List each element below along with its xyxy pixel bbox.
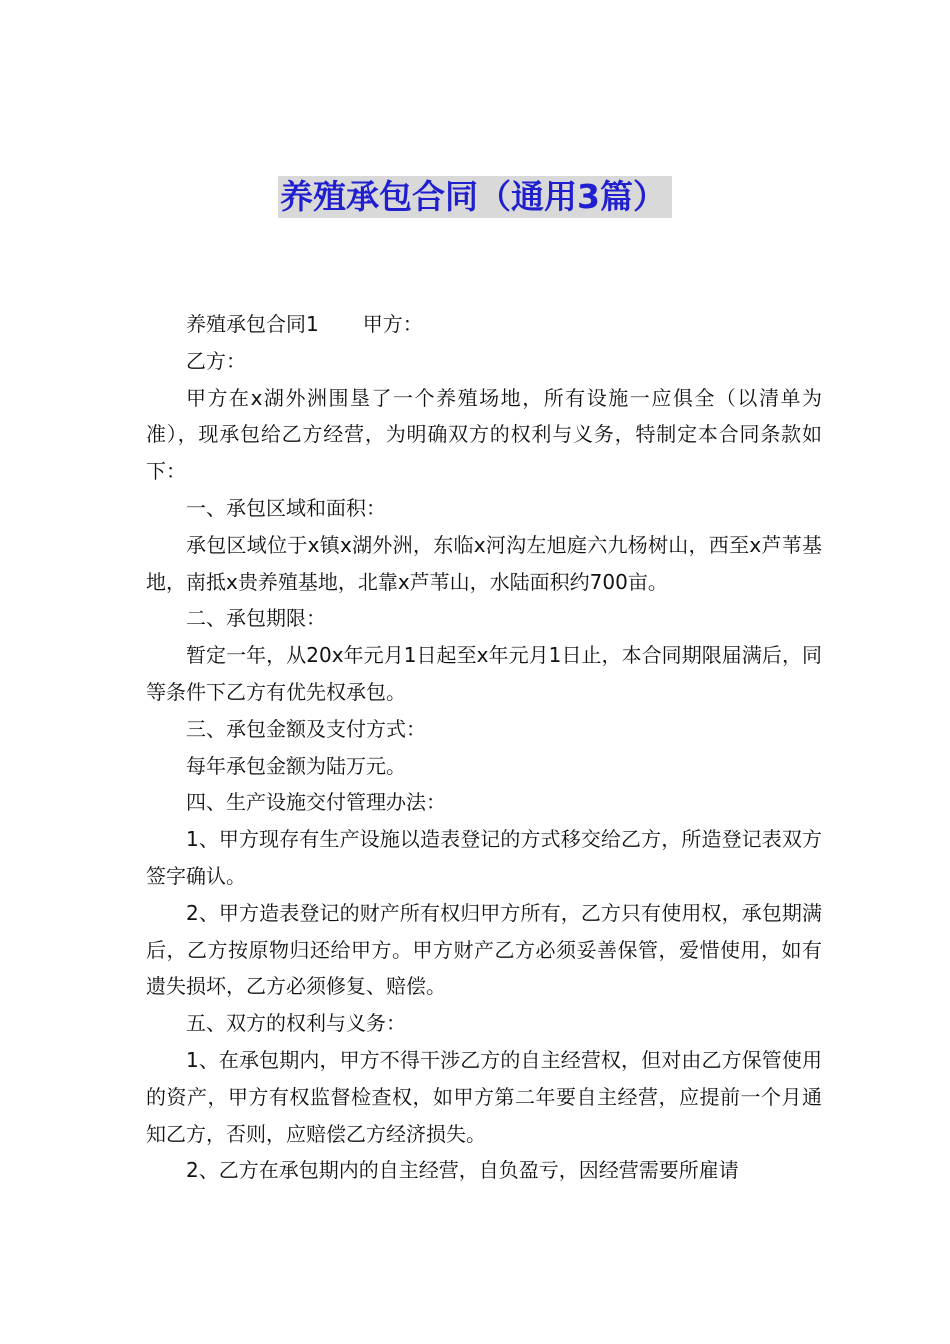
- contract-heading: 养殖承包合同1: [186, 312, 319, 336]
- party-a-label: 甲方：: [362, 312, 423, 336]
- section-heading-term: 二、承包期限：: [186, 606, 326, 631]
- document-body: [146, 306, 822, 1189]
- paragraph-area: 承包区域位于x镇x湖外洲，东临x河沟左旭庭六九杨树山，西至x芦苇基地，南抵x贵养殖基地，北靠x芦苇山，水陆面积约700亩。: [146, 532, 822, 594]
- document-title: 养殖承包合同（通用3篇）: [278, 176, 672, 218]
- paragraph-preamble: 甲方在x湖外洲围垦了一个养殖场地，所有设施一应俱全（以清单为准），现承包给乙方经营，为明确双方的权利与义务，特制定本合同条款如下：: [146, 385, 822, 484]
- intro-line: [146, 306, 822, 343]
- paragraph-facilities-2: 2、甲方造表登记的财产所有权归甲方所有，乙方只有使用权，承包期满后，乙方按原物归还给甲方。甲方财产乙方必须妥善保管，爱惜使用，如有遗失损坏，乙方必须修复、赔偿。: [146, 900, 822, 999]
- paragraph-facilities-1: 1、甲方现存有生产设施以造表登记的方式移交给乙方，所造登记表双方签字确认。: [146, 827, 822, 888]
- section-heading-rights: 五、双方的权利与义务：: [186, 1011, 406, 1036]
- section-heading-payment: 三、承包金额及支付方式：: [186, 716, 426, 741]
- party-b-label: 乙方：: [186, 348, 246, 373]
- section-heading-area: 一、承包区域和面积：: [186, 495, 386, 520]
- paragraph-rights-2: 2、乙方在承包期内的自主经营，自负盈亏，因经营需要所雇请: [186, 1158, 739, 1183]
- paragraph-rights-1: 1、在承包期内，甲方不得干涉乙方的自主经营权，但对由乙方保管使用的资产，甲方有权监督检查权，如甲方第二年要自主经营，应提前一个月通知乙方，否则，应赔偿乙方经济损失。: [146, 1047, 822, 1146]
- paragraph-payment: 每年承包金额为陆万元。: [186, 753, 406, 778]
- paragraph-term: 暂定一年，从20x年元月1日起至x年元月1日止，本合同期限届满后，同等条件下乙方有优先权承包。: [146, 643, 822, 704]
- title-container: [0, 176, 950, 218]
- section-heading-facilities: 四、生产设施交付管理办法：: [186, 790, 446, 815]
- party-b-line: [146, 343, 822, 380]
